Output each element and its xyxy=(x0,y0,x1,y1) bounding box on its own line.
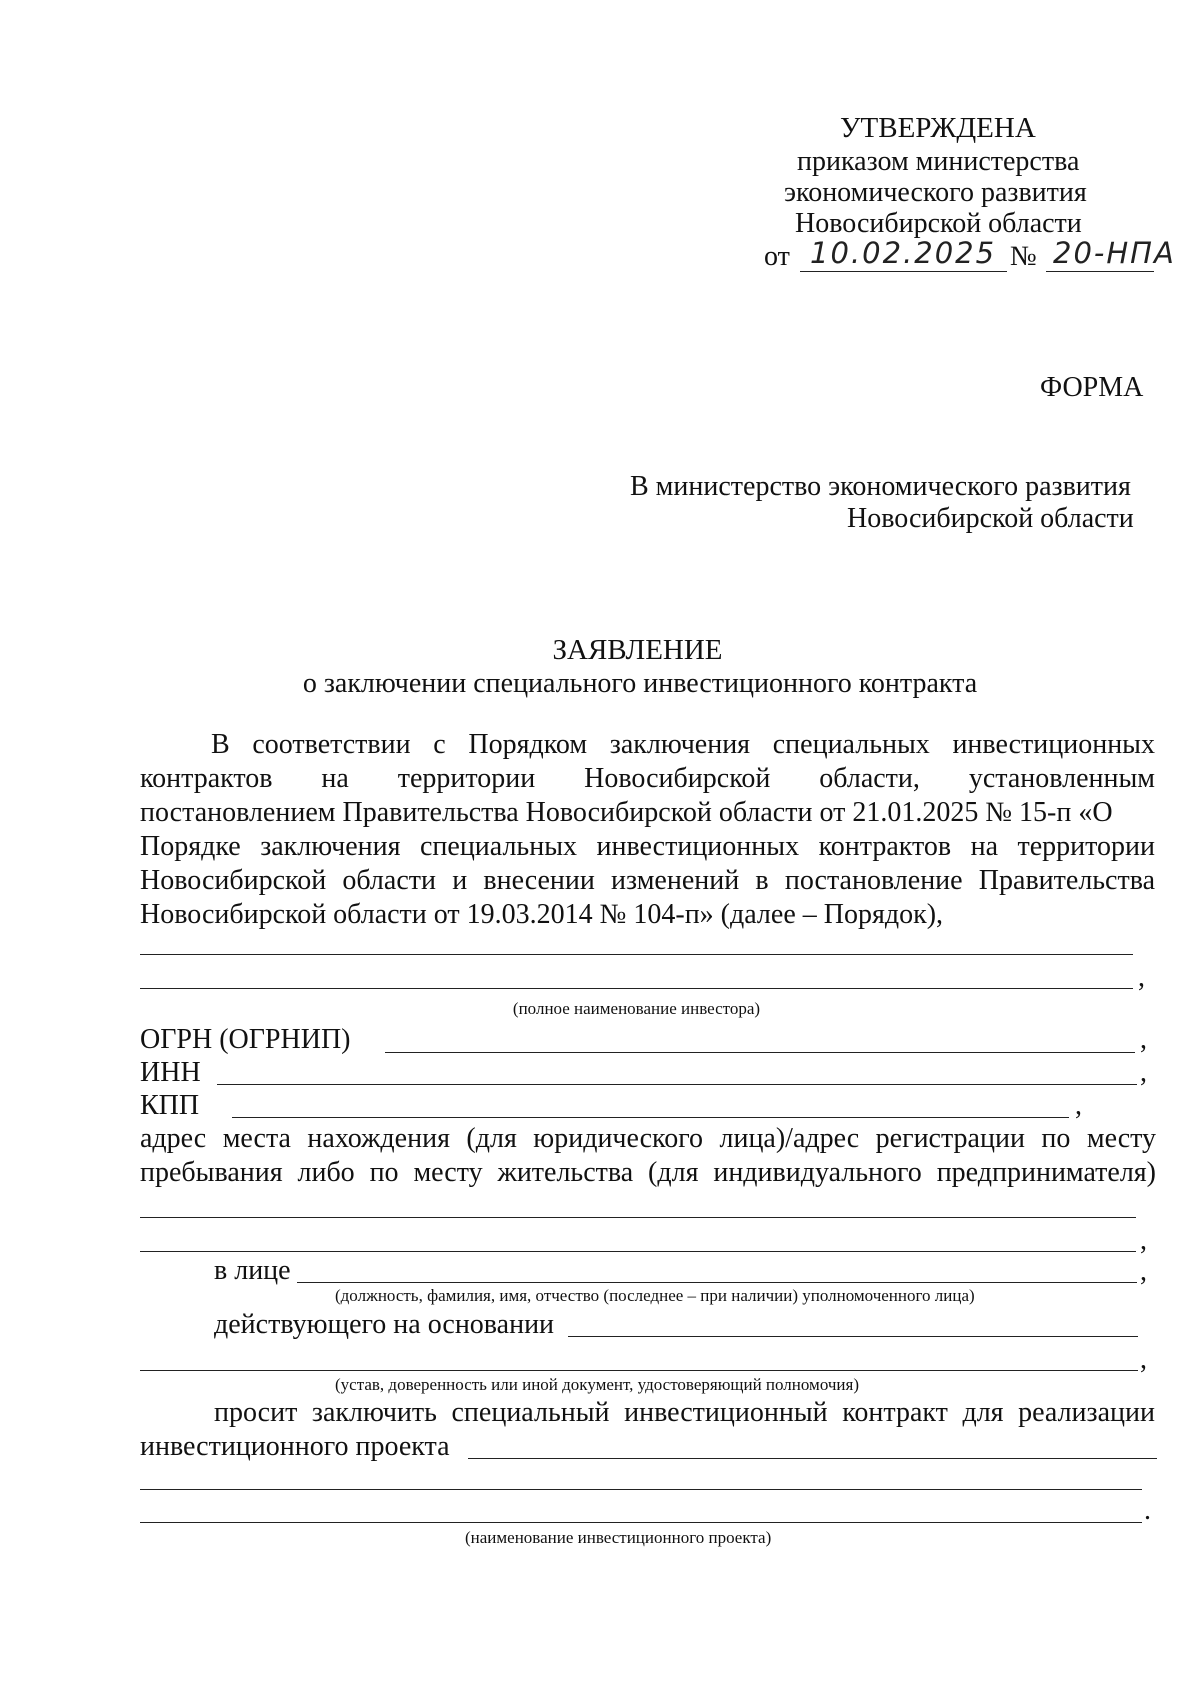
project-name-line-3[interactable] xyxy=(140,1522,1142,1523)
addressee-line-1: В министерство экономического развития xyxy=(630,471,1131,502)
approval-line-1: приказом министерства xyxy=(797,146,1080,177)
address-line-1[interactable] xyxy=(140,1217,1136,1218)
basis-comma: , xyxy=(1140,1344,1147,1375)
address-comma: , xyxy=(1140,1225,1147,1256)
intro-line-5: Новосибирской области и внесении изменений в постановление Правительства xyxy=(140,865,1155,896)
inn-comma: , xyxy=(1140,1057,1147,1088)
request-line-2: инвестиционного проекта xyxy=(140,1431,450,1462)
address-label-line-2: пребывания либо по месту жительства (для индивидуального предпринимателя) xyxy=(140,1157,1156,1188)
approval-from-label: от xyxy=(764,241,790,272)
address-line-2[interactable] xyxy=(140,1251,1136,1252)
representative-field[interactable] xyxy=(297,1282,1137,1283)
approval-number-label: № xyxy=(1010,241,1037,272)
investor-comma: , xyxy=(1138,962,1145,993)
basis-label: действующего на основании xyxy=(214,1309,555,1340)
ogrn-label: ОГРН (ОГРНИП) xyxy=(140,1024,351,1055)
project-name-line-1[interactable] xyxy=(468,1458,1157,1459)
basis-caption: (устав, доверенность или иной документ, удостоверяющий полномочия) xyxy=(335,1375,860,1394)
document-title: ЗАЯВЛЕНИЕ xyxy=(552,634,723,666)
approval-date-line xyxy=(800,271,1007,272)
intro-line-3: постановлением Правительства Новосибирской области от 21.01.2025 № 15-п «О xyxy=(140,797,1113,828)
form-label: ФОРМА xyxy=(1040,372,1144,403)
approval-date: 10.02.2025 xyxy=(810,236,997,270)
project-caption: (наименование инвестиционного проекта) xyxy=(465,1528,772,1547)
inn-label: ИНН xyxy=(140,1057,201,1088)
approval-title: УТВЕРЖДЕНА xyxy=(840,112,1036,144)
approval-line-2: экономического развития xyxy=(784,177,1087,208)
basis-field-line-2[interactable] xyxy=(140,1370,1138,1371)
basis-field-line-1[interactable] xyxy=(568,1336,1138,1337)
inn-field[interactable] xyxy=(217,1084,1137,1085)
intro-line-4: Порядке заключения специальных инвестиционных контрактов на территории xyxy=(140,831,1155,862)
approval-number-line xyxy=(1046,271,1154,272)
representative-comma: , xyxy=(1140,1256,1147,1287)
representative-caption: (должность, фамилия, имя, отчество (последнее – при наличии) уполномоченного лица) xyxy=(335,1286,975,1305)
approval-line-3: Новосибирской области xyxy=(795,208,1082,239)
project-dot: . xyxy=(1144,1495,1151,1526)
kpp-label: КПП xyxy=(140,1090,200,1121)
intro-line-1: В соответствии с Порядком заключения специальных инвестиционных xyxy=(211,729,1155,760)
investor-caption: (полное наименование инвестора) xyxy=(512,999,761,1018)
document-subtitle: о заключении специального инвестиционного контракта xyxy=(302,668,978,699)
approval-number: 20-НПА xyxy=(1053,236,1176,270)
intro-line-2: контрактов на территории Новосибирской области, установленным xyxy=(140,763,1155,794)
kpp-comma: , xyxy=(1075,1090,1082,1121)
ogrn-field[interactable] xyxy=(385,1052,1135,1053)
ogrn-comma: , xyxy=(1140,1024,1147,1055)
project-name-line-2[interactable] xyxy=(140,1489,1142,1490)
investor-name-line-1 xyxy=(140,954,1133,955)
kpp-field[interactable] xyxy=(232,1117,1069,1118)
representative-label: в лице xyxy=(214,1255,291,1286)
investor-name-line-2 xyxy=(140,988,1133,989)
request-line-1: просит заключить специальный инвестиционный контракт для реализации xyxy=(214,1397,1155,1428)
intro-line-6: Новосибирской области от 19.03.2014 № 104-п» (далее – Порядок), xyxy=(140,899,944,930)
address-label-line-1: адрес места нахождения (для юридического лица)/адрес регистрации по месту xyxy=(140,1123,1156,1154)
addressee-line-2: Новосибирской области xyxy=(847,503,1134,534)
